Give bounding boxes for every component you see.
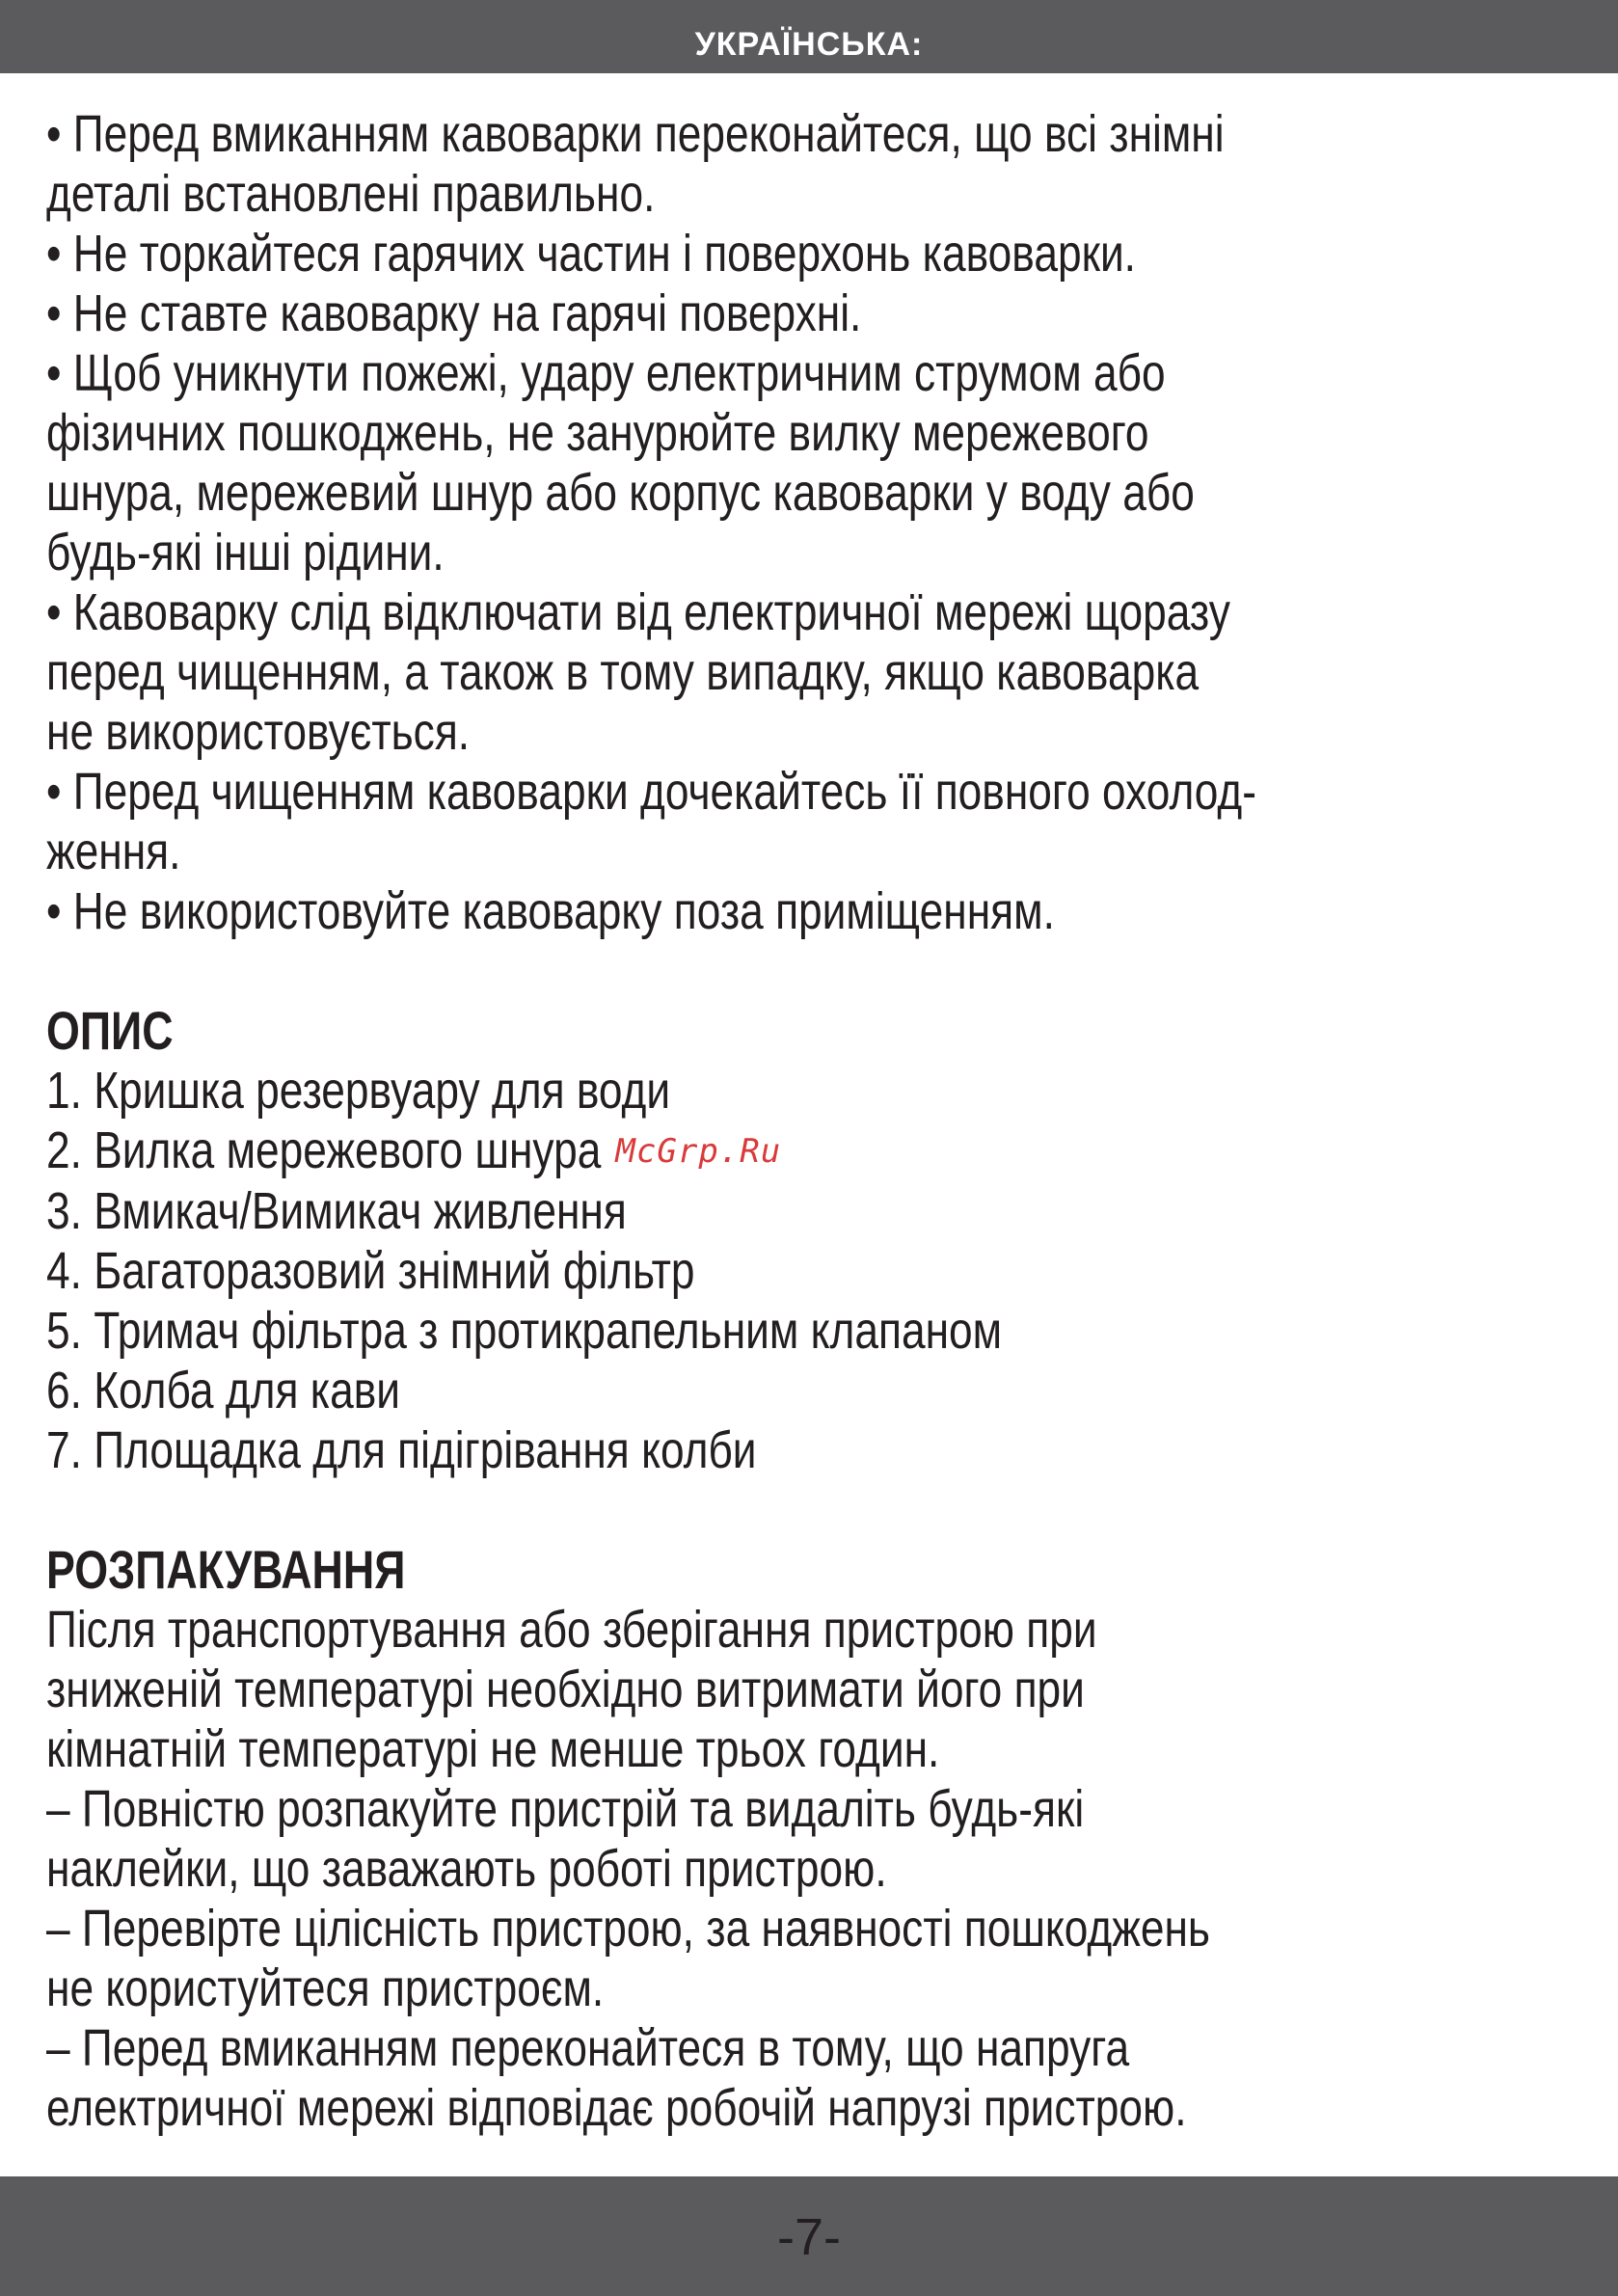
safety-line: • Перед вмиканням кавоварки переконайтеся, що всі знімні: [46, 105, 1225, 163]
description-item-row: [46, 1121, 1304, 1181]
unpacking-heading: РОЗПАКУВАННЯ: [46, 1539, 406, 1600]
unpacking-line: не користуйтеся пристроєм.: [46, 1959, 605, 2017]
unpacking-line: Після транспортування або зберігання пристрою при: [46, 1601, 1097, 1659]
unpacking-line: зниженій температурі необхідно витримати його при: [46, 1661, 1085, 1718]
description-item: 4. Багаторазовий знімний фільтр: [46, 1242, 695, 1300]
safety-line: • Не використовуйте кавоварку поза приміщенням.: [46, 882, 1055, 940]
safety-line: деталі встановлені правильно.: [46, 165, 656, 223]
description-item: 7. Площадка для підігрівання колби: [46, 1421, 757, 1479]
safety-line: шнура, мережевий шнур або корпус кавоварки у воду або: [46, 464, 1195, 522]
page-number: -7-: [777, 2208, 841, 2266]
safety-line: • Кавоварку слід відключати від електричної мережі щоразу: [46, 583, 1230, 641]
safety-line: будь-які інші рідини.: [46, 524, 445, 581]
safety-line: • Щоб уникнути пожежі, удару електричним струмом або: [46, 344, 1166, 402]
unpacking-line: кімнатній температурі не менше трьох годин.: [46, 1720, 940, 1778]
description-item: 1. Кришка резервуару для води: [46, 1062, 671, 1120]
safety-line: • Не торкайтеся гарячих частин і поверхонь кавоварки.: [46, 225, 1136, 283]
safety-line: • Перед чищенням кавоварки дочекайтесь її повного охолод-: [46, 763, 1257, 821]
description-item: 2. Вилка мережевого шнура: [46, 1121, 602, 1179]
page-content: [46, 104, 1579, 2138]
section-spacer: [46, 1480, 1579, 1540]
unpacking-line: – Повністю розпакуйте пристрій та видаліть будь-які: [46, 1780, 1085, 1838]
language-header: УКРАЇНСЬКА:: [694, 26, 924, 63]
unpacking-line: – Перевірте цілісність пристрою, за наявності пошкоджень: [46, 1900, 1211, 1958]
safety-line: фізичних пошкоджень, не занурюйте вилку мережевого: [46, 404, 1149, 462]
description-section: [46, 1001, 1579, 1480]
description-item: 6. Колба для кави: [46, 1362, 400, 1419]
description-item: 5. Тримач фільтра з протикрапельним клапаном: [46, 1302, 1003, 1360]
safety-line: ження.: [46, 823, 181, 880]
watermark: McGrp.Ru: [615, 1132, 781, 1171]
unpacking-section: [46, 1540, 1579, 2138]
safety-line: перед чищенням, а також в тому випадку, якщо кавоварка: [46, 643, 1200, 701]
section-spacer: [46, 941, 1579, 1001]
unpacking-line: наклейки, що заважають роботі пристрою.: [46, 1840, 887, 1898]
safety-section: [46, 104, 1579, 941]
safety-line: не використовується.: [46, 703, 471, 761]
unpacking-line: електричної мережі відповідає робочій напрузі пристрою.: [46, 2079, 1187, 2137]
description-heading: ОПИС: [46, 1000, 174, 1061]
unpacking-line: – Перед вмиканням переконайтеся в тому, що напруга: [46, 2019, 1130, 2077]
description-item: 3. Вмикач/Вимикач живлення: [46, 1182, 627, 1240]
safety-line: • Не ставте кавоварку на гарячі поверхні.: [46, 284, 862, 342]
